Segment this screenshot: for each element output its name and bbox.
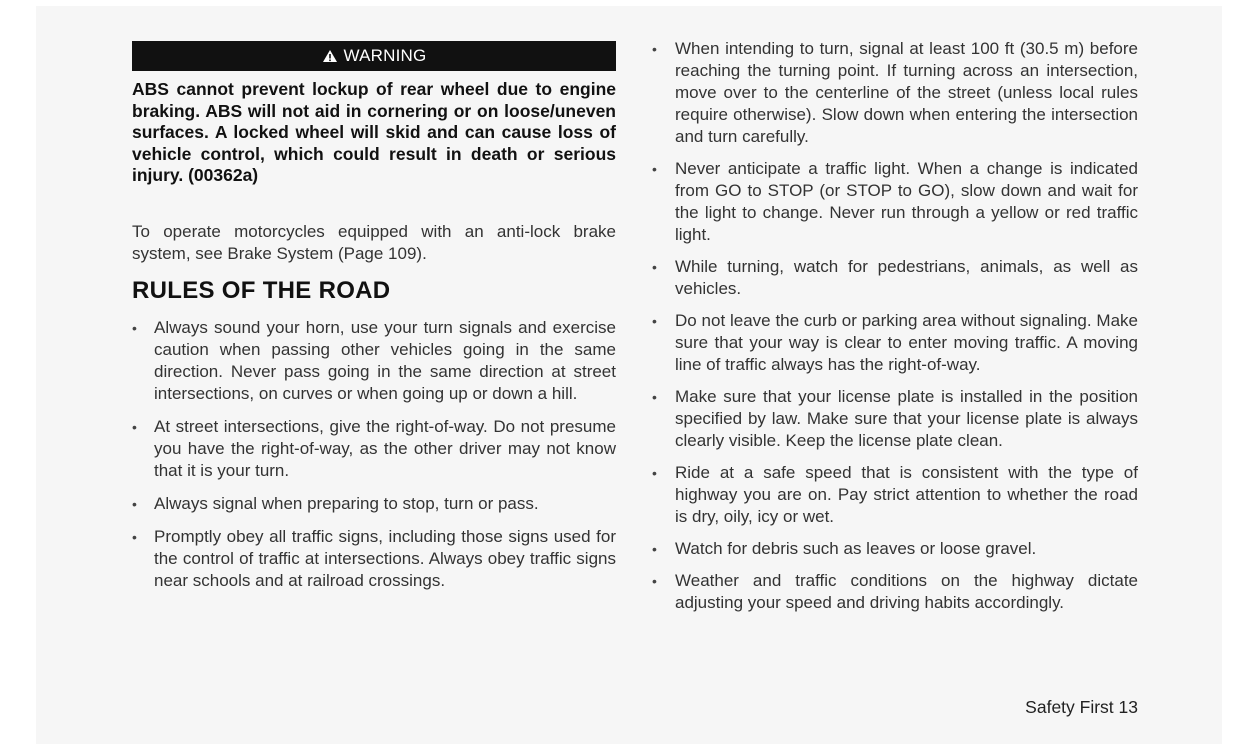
list-item: • Always sound your horn, use your turn signals and exercise caution when passing other vehicles going in the same direction. Never pass going in the same direction at street intersections, on curves or when going up or down a hill.: [132, 317, 616, 403]
list-item: • Promptly obey all traffic signs, including those signs used for the control of traffic at intersections. Always obey traffic signs near schools and at railroad crossings.: [132, 526, 616, 590]
bullet-icon: •: [652, 259, 657, 275]
list-item: • Watch for debris such as leaves or loose gravel.: [652, 539, 1037, 558]
bullet-icon: •: [652, 389, 657, 405]
bullet-icon: •: [652, 161, 657, 177]
bullet-icon: •: [652, 541, 657, 557]
intro-paragraph: To operate motorcycles equipped with an anti-lock brake system, see Brake System (Page 109).: [132, 221, 616, 263]
list-item: • Do not leave the curb or parking area without signaling. Make sure that your way is clear to enter moving traffic. A moving line of traffic always has the right-of-way.: [652, 311, 1138, 374]
bullet-icon: •: [132, 528, 137, 545]
page-footer: Safety First 13: [1025, 697, 1138, 717]
warning-triangle-icon: [322, 49, 338, 63]
right-column: [652, 38, 1138, 624]
right-bullet-list: [652, 38, 1138, 614]
bullet-icon: •: [132, 495, 137, 512]
list-item: • While turning, watch for pedestrians, animals, as well as vehicles.: [652, 257, 1138, 298]
bullet-icon: •: [132, 319, 137, 336]
bullet-icon: •: [652, 41, 657, 57]
list-item: • Never anticipate a traffic light. When a change is indicated from GO to STOP (or STOP to GO), slow down and wait for the light to change. Never run through a yellow or red traffic light.: [652, 159, 1138, 244]
left-column: [132, 41, 616, 603]
warning-label: WARNING: [343, 46, 427, 65]
list-item: • Weather and traffic conditions on the highway dictate adjusting your speed and driving habits accordingly.: [652, 571, 1138, 612]
warning-header: [132, 41, 616, 71]
warning-text: ABS cannot prevent lockup of rear wheel due to engine braking. ABS will not aid in cornering or on loose/uneven surfaces. A locked wheel will skid and can cause loss of vehicle control, which could result in death or serious injury. (00362a): [132, 79, 616, 185]
bullet-icon: •: [652, 573, 657, 589]
bullet-icon: •: [652, 465, 657, 481]
section-title: RULES OF THE ROAD: [132, 276, 391, 304]
list-item: • Ride at a safe speed that is consistent with the type of highway you are on. Pay strict attention to whether the road is dry, oily, icy or wet.: [652, 463, 1138, 526]
bullet-icon: •: [132, 418, 137, 435]
left-bullet-list: [132, 317, 616, 592]
list-item: • Always signal when preparing to stop, turn or pass.: [132, 493, 539, 513]
bullet-icon: •: [652, 313, 657, 329]
list-item: • Make sure that your license plate is installed in the position specified by law. Make sure that your license plate is always clearly visible. Keep the license plate clean.: [652, 387, 1138, 450]
list-item: • When intending to turn, signal at least 100 ft (30.5 m) before reaching the turning point. If turning across an intersection, move over to the centerline of the street (unless local rules require otherwise). Slow down when entering the intersection and turn carefully.: [652, 39, 1138, 146]
list-item: • At street intersections, give the right-of-way. Do not presume you have the right-of-way, as the other driver may not know that it is your turn.: [132, 416, 616, 480]
